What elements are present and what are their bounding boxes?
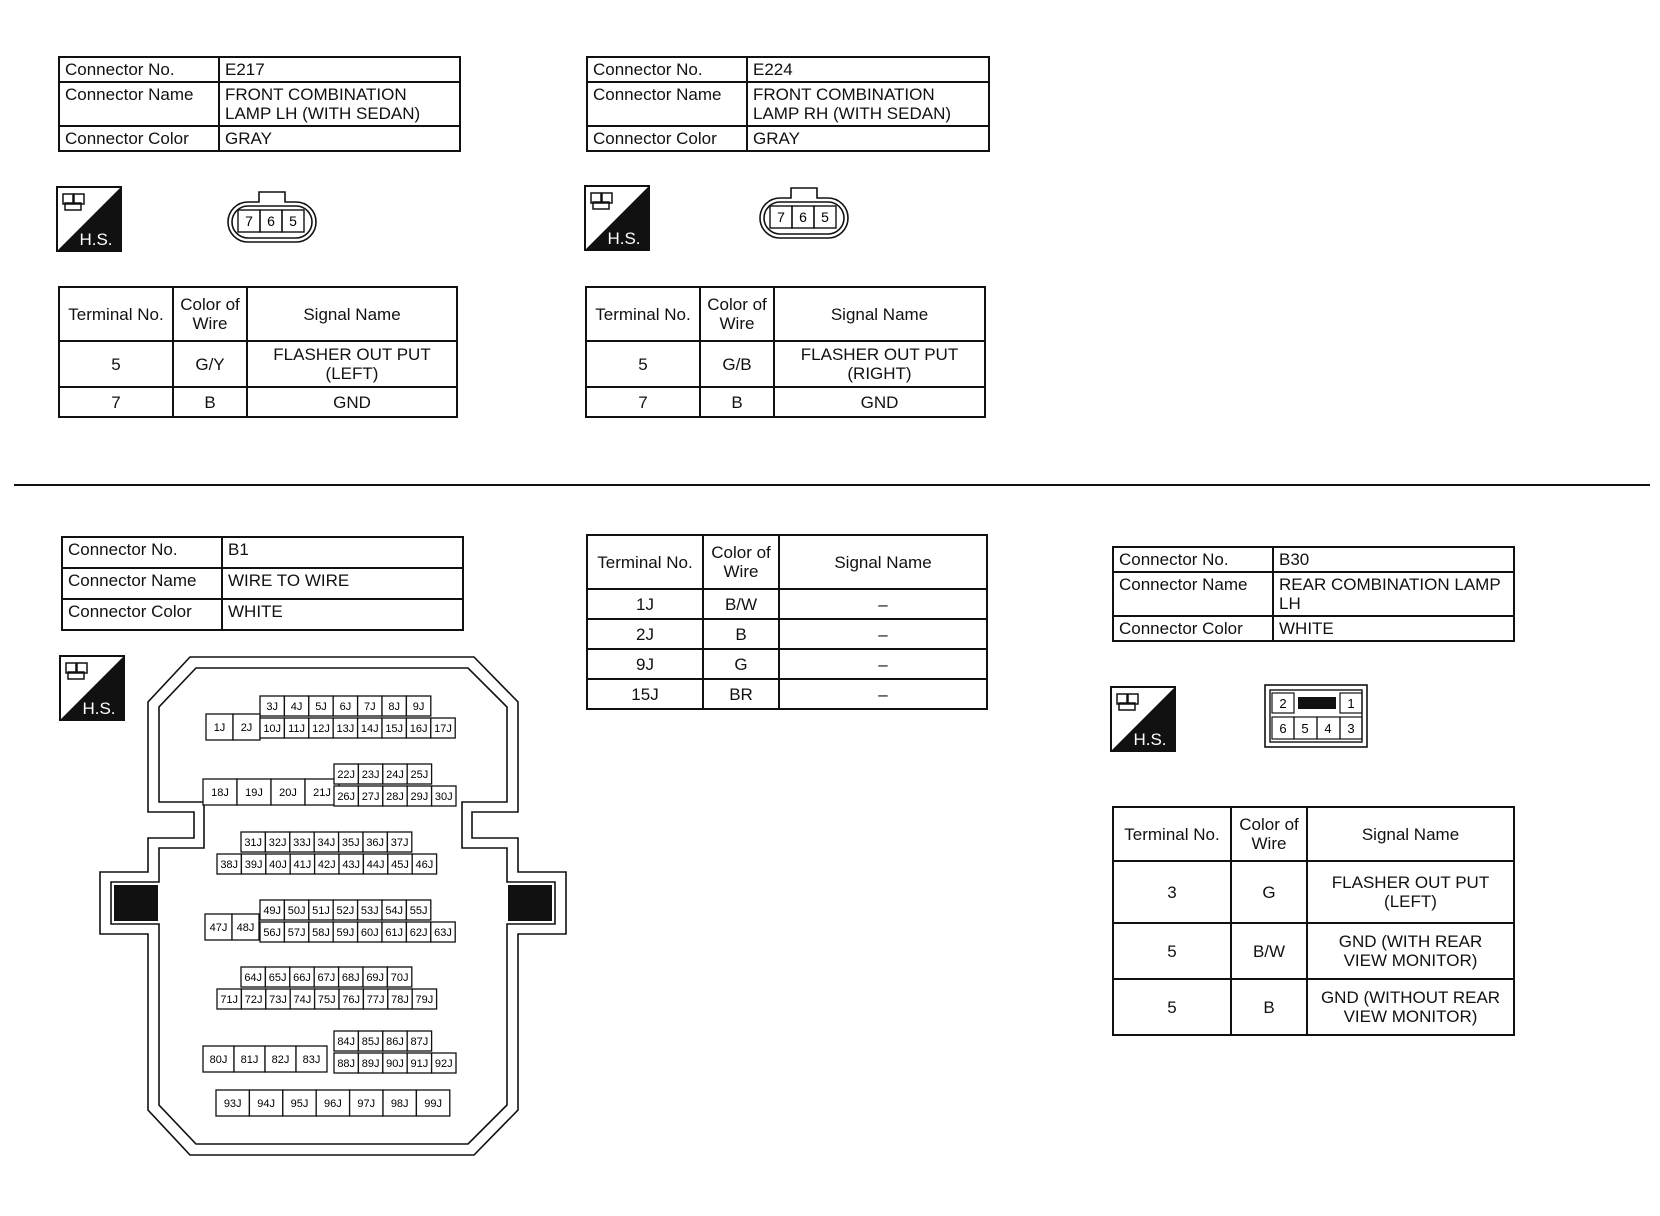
pin-label: 64J: [244, 972, 263, 984]
pin-label: 39J: [244, 859, 263, 871]
pin-label: 30J: [434, 791, 453, 803]
pin-label: 12J: [312, 723, 330, 735]
wire-color-cell: G: [703, 649, 779, 679]
pin-label: 65J: [268, 972, 287, 984]
header-terminal: Terminal No.: [59, 287, 173, 341]
connector-no-value: E217: [219, 57, 460, 82]
pin-label: 42J: [317, 859, 336, 871]
terminal-cell: 5: [59, 341, 173, 387]
pin-label: 94J: [257, 1098, 275, 1110]
pin-label: 26J: [337, 791, 356, 803]
pin-label: 82J: [271, 1054, 290, 1066]
latch-right: [508, 885, 552, 921]
connector-info-e224: [586, 56, 990, 152]
pin-label: 57J: [287, 927, 306, 939]
pin-label: 62J: [409, 927, 428, 939]
terminal-cell: 2J: [587, 619, 703, 649]
pin-label: 78J: [391, 994, 409, 1006]
connector-name-label: Connector Name: [587, 82, 747, 126]
svg-text:H.S.: H.S.: [1133, 730, 1167, 749]
pin-label: 46J: [415, 859, 434, 871]
terminal-table-b1: [586, 534, 988, 710]
pin-label: 40J: [269, 859, 287, 871]
header-color: Color of Wire: [703, 535, 779, 589]
connector-face-b30: [1264, 684, 1368, 748]
pin-label: 6: [1279, 721, 1287, 736]
terminal-cell: 15J: [587, 679, 703, 709]
pin-label: 76J: [342, 994, 361, 1006]
pin-label: 6: [799, 209, 807, 225]
pin-label: 8J: [388, 701, 401, 713]
pin-label: 55J: [409, 905, 428, 917]
pin-label: 43J: [342, 859, 361, 871]
connector-name-value: FRONT COMBINATION LAMP RH (WITH SEDAN): [747, 82, 989, 126]
wire-color-cell: B/W: [703, 589, 779, 619]
connector-name-value: WIRE TO WIRE: [222, 568, 463, 599]
pin-label: 33J: [293, 837, 311, 849]
pin-label: 13J: [336, 723, 355, 735]
pin-label: 10J: [263, 723, 282, 735]
pin-label: 25J: [410, 769, 429, 781]
wire-color-cell: B: [700, 387, 774, 417]
pin-label: 11J: [288, 723, 306, 735]
wire-color-cell: G/B: [700, 341, 774, 387]
wire-color-cell: BR: [703, 679, 779, 709]
pin-label: 34J: [317, 837, 336, 849]
pin-label: 99J: [424, 1098, 442, 1110]
pin-label: 32J: [268, 837, 287, 849]
pin-label: 9J: [412, 701, 425, 713]
pin-label: 3J: [266, 701, 279, 713]
pin-label: 5: [1301, 721, 1309, 736]
signal-cell: GND: [774, 387, 985, 417]
header-terminal: Terminal No.: [586, 287, 700, 341]
pin-label: 77J: [366, 994, 385, 1006]
pin-label: 93J: [223, 1098, 242, 1110]
pin-label: 75J: [317, 994, 336, 1006]
pin-label: 6J: [339, 701, 352, 713]
pin-label: 59J: [336, 927, 355, 939]
connector-no-label: Connector No.: [587, 57, 747, 82]
pin-label: 22J: [337, 769, 356, 781]
pin-label: 67J: [317, 972, 336, 984]
pin-label: 28J: [386, 791, 404, 803]
pin-label: 90J: [386, 1058, 404, 1070]
pin-label: 97J: [357, 1098, 376, 1110]
header-color: Color of Wire: [1231, 807, 1307, 861]
header-color: Color of Wire: [173, 287, 247, 341]
pin-label: 98J: [390, 1098, 409, 1110]
connector-name-label: Connector Name: [62, 568, 222, 599]
harness-side-icon: [1110, 686, 1176, 752]
pin-label: 17J: [434, 723, 452, 735]
pin-label: 69J: [366, 972, 385, 984]
terminal-cell: 1J: [587, 589, 703, 619]
terminal-cell: 5: [586, 341, 700, 387]
connector-face-b1: [0, 0, 600, 1216]
pin-label: 60J: [360, 927, 379, 939]
svg-text:H.S.: H.S.: [79, 230, 113, 249]
connector-name-label: Connector Name: [59, 82, 219, 126]
connector-color-label: Connector Color: [59, 126, 219, 151]
pin-label: 3: [1347, 721, 1355, 736]
wire-color-cell: G/Y: [173, 341, 247, 387]
pin-label: 63J: [434, 927, 452, 939]
pin-label: 61J: [385, 927, 404, 939]
terminal-cell: 7: [586, 387, 700, 417]
connector-color-label: Connector Color: [1113, 616, 1273, 641]
header-signal: Signal Name: [774, 287, 985, 341]
pin-label: 51J: [312, 905, 330, 917]
connector-no-label: Connector No.: [59, 57, 219, 82]
pin-label: 74J: [293, 994, 312, 1006]
pin-label: 38J: [220, 859, 239, 871]
pin-label: 7J: [363, 701, 376, 713]
pin-label: 45J: [391, 859, 409, 871]
terminal-cell: 3: [1113, 861, 1231, 923]
connector-no-label: Connector No.: [62, 537, 222, 568]
connector-color-value: WHITE: [1273, 616, 1514, 641]
pin-label: 14J: [360, 723, 379, 735]
pin-label: 73J: [269, 994, 287, 1006]
pin-label: 83J: [302, 1054, 321, 1066]
pin-label: 18J: [211, 787, 229, 799]
header-color: Color of Wire: [700, 287, 774, 341]
terminal-table-e224: [585, 286, 986, 418]
pin-label: 89J: [361, 1058, 380, 1070]
wire-color-cell: B: [173, 387, 247, 417]
connector-no-value: B1: [222, 537, 463, 568]
pin-label: 29J: [410, 791, 429, 803]
connector-color-value: WHITE: [222, 599, 463, 630]
pin-label: 58J: [312, 927, 330, 939]
pin-label: 95J: [290, 1098, 309, 1110]
pin-label: 84J: [337, 1036, 356, 1048]
connector-no-value: B30: [1273, 547, 1514, 572]
pin-label: 44J: [366, 859, 385, 871]
latch-left: [114, 885, 158, 921]
pin-label: 81J: [240, 1054, 259, 1066]
wire-color-cell: B/W: [1231, 923, 1307, 979]
connector-color-label: Connector Color: [587, 126, 747, 151]
pin-label: 96J: [324, 1098, 342, 1110]
terminal-table-b30: [1112, 806, 1515, 1036]
signal-cell: FLASHER OUT PUT (RIGHT): [774, 341, 985, 387]
pin-label: 68J: [341, 972, 360, 984]
pin-label: 85J: [361, 1036, 380, 1048]
pin-label: 15J: [385, 723, 404, 735]
signal-cell: GND: [247, 387, 457, 417]
pin-label: 1J: [213, 722, 226, 734]
pin-label: 52J: [336, 905, 355, 917]
pin-label: 2: [1279, 696, 1287, 711]
wire-color-cell: G: [1231, 861, 1307, 923]
pin-label: 20J: [279, 787, 297, 799]
pin-label: 5: [821, 209, 829, 225]
pin-label: 48J: [236, 922, 255, 934]
pin-label: 31J: [244, 837, 263, 849]
header-signal: Signal Name: [779, 535, 987, 589]
connector-name-value: REAR COMBINATION LAMP LH: [1273, 572, 1514, 616]
pin-label: 4J: [290, 701, 303, 713]
pin-label: 53J: [360, 905, 379, 917]
pin-label: 36J: [366, 837, 385, 849]
header-terminal: Terminal No.: [1113, 807, 1231, 861]
pin-label: 21J: [313, 787, 331, 799]
signal-cell: FLASHER OUT PUT (LEFT): [1307, 861, 1514, 923]
pin-label: 70J: [390, 972, 409, 984]
pin-label: 4: [1324, 721, 1332, 736]
header-signal: Signal Name: [1307, 807, 1514, 861]
pin-label: 86J: [386, 1036, 404, 1048]
pin-label: 35J: [341, 837, 360, 849]
signal-cell: GND (WITH REAR VIEW MONITOR): [1307, 923, 1514, 979]
pin-label: 16J: [409, 723, 428, 735]
pin-label: 41J: [293, 859, 312, 871]
connector-color-label: Connector Color: [62, 599, 222, 630]
pin-label: 6: [267, 213, 275, 229]
pin-label: 54J: [385, 905, 404, 917]
signal-cell: FLASHER OUT PUT (LEFT): [247, 341, 457, 387]
signal-cell: –: [779, 619, 987, 649]
connector-name-value: FRONT COMBINATION LAMP LH (WITH SEDAN): [219, 82, 460, 126]
svg-text:H.S.: H.S.: [607, 229, 641, 248]
signal-cell: –: [779, 589, 987, 619]
pin-label: 1: [1347, 696, 1355, 711]
connector-color-value: GRAY: [747, 126, 989, 151]
connector-info-b30: [1112, 546, 1515, 642]
pin-label: 71J: [220, 994, 239, 1006]
pin-label: 79J: [415, 994, 434, 1006]
keyway: [1298, 697, 1336, 709]
pin-label: 5J: [315, 701, 327, 713]
pin-label: 50J: [287, 905, 306, 917]
connector-no-value: E224: [747, 57, 989, 82]
pin-label: 87J: [410, 1036, 429, 1048]
pin-label: 7: [777, 209, 785, 225]
wire-color-cell: B: [1231, 979, 1307, 1035]
pin-label: 19J: [245, 787, 263, 799]
connector-face-e224: [758, 184, 850, 240]
wire-color-cell: B: [703, 619, 779, 649]
pin-label: 24J: [386, 769, 404, 781]
pin-label: 23J: [361, 769, 380, 781]
signal-cell: GND (WITHOUT REAR VIEW MONITOR): [1307, 979, 1514, 1035]
terminal-cell: 7: [59, 387, 173, 417]
connector-no-label: Connector No.: [1113, 547, 1273, 572]
pin-label: 80J: [209, 1054, 228, 1066]
connector-color-value: GRAY: [219, 126, 460, 151]
pin-label: 27J: [361, 791, 380, 803]
pin-label: 66J: [293, 972, 311, 984]
signal-cell: –: [779, 649, 987, 679]
terminal-cell: 5: [1113, 979, 1231, 1035]
pin-label: 56J: [263, 927, 282, 939]
pin-label: 72J: [244, 994, 263, 1006]
pin-label: 88J: [337, 1058, 356, 1070]
terminal-cell: 9J: [587, 649, 703, 679]
header-signal: Signal Name: [247, 287, 457, 341]
connector-name-label: Connector Name: [1113, 572, 1273, 616]
pin-label: 37J: [390, 837, 409, 849]
pin-label: 92J: [434, 1058, 453, 1070]
terminal-cell: 5: [1113, 923, 1231, 979]
signal-cell: –: [779, 679, 987, 709]
svg-text:H.S.: H.S.: [82, 699, 116, 718]
header-terminal: Terminal No.: [587, 535, 703, 589]
pin-label: 47J: [209, 922, 228, 934]
pin-label: 49J: [263, 905, 282, 917]
pin-label: 5: [289, 213, 297, 229]
pin-label: 2J: [240, 722, 253, 734]
pin-label: 91J: [410, 1058, 429, 1070]
pin-label: 7: [245, 213, 253, 229]
